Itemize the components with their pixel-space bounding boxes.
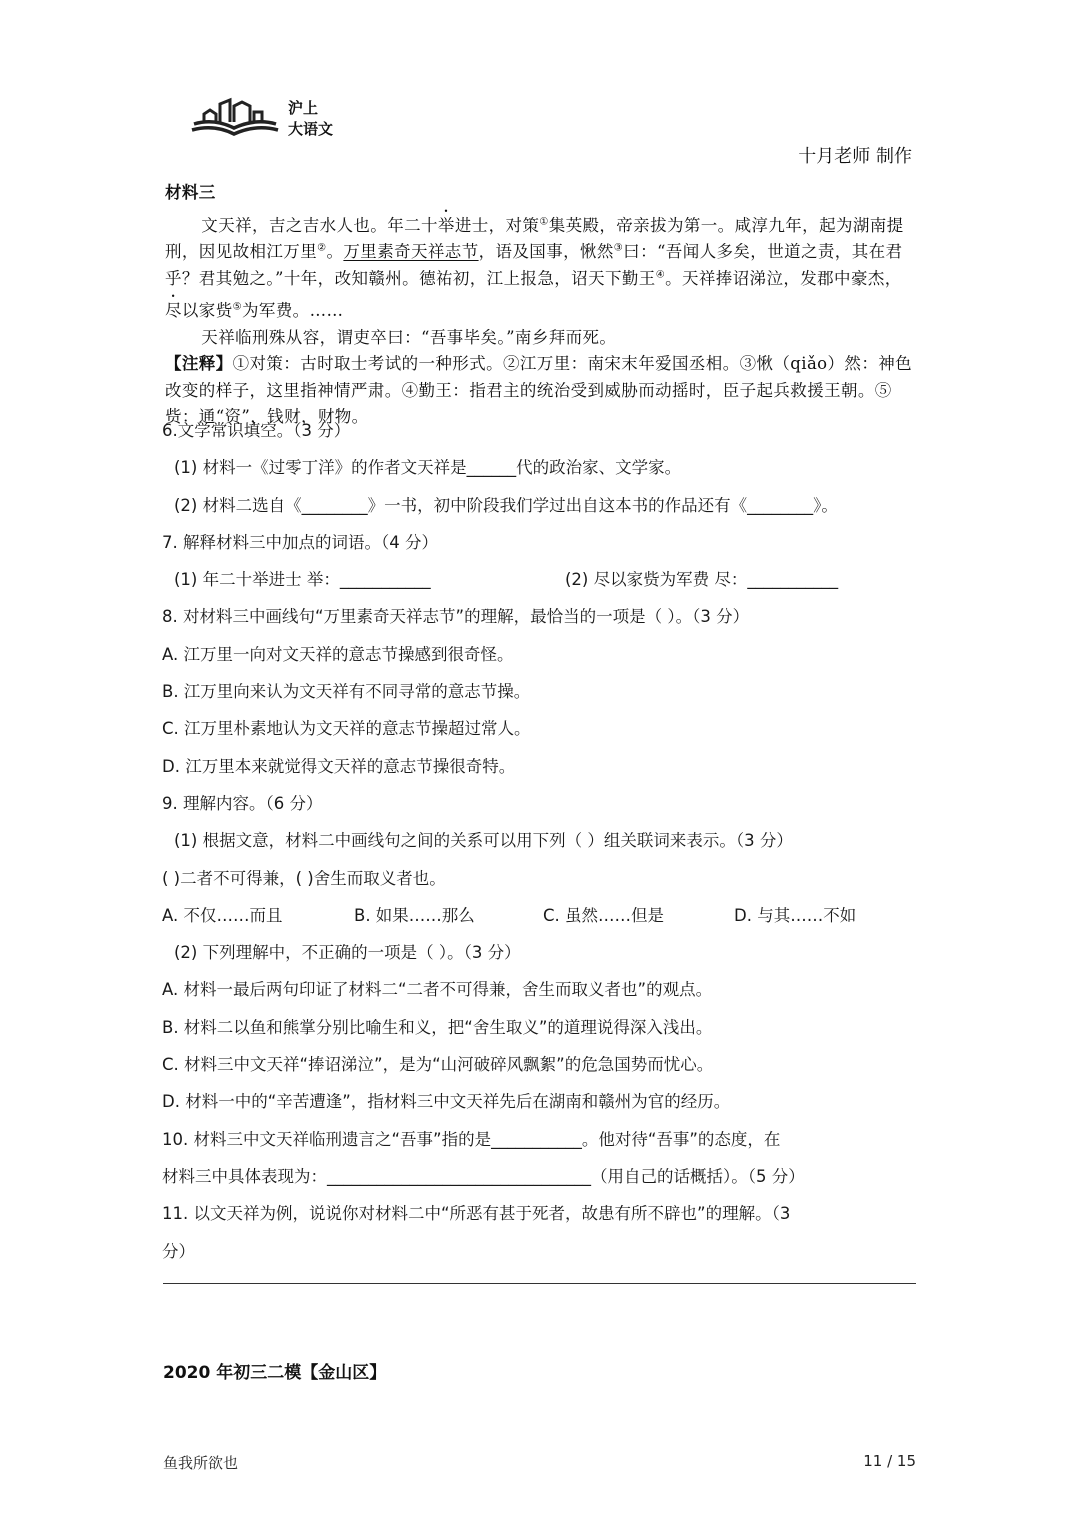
question-9-2-option-a: A. 材料一最后两句印证了材料二“二者不可得兼，舍生而取义者也”的观点。	[162, 980, 713, 1000]
question-8-option-c: C. 江万里朴素地认为文天祥的意志节操超过常人。	[162, 719, 531, 739]
footnote-mark: ④	[655, 269, 666, 280]
logo-line-2: 大语文	[288, 120, 334, 138]
question-9-1-options	[162, 897, 918, 934]
material-title: 材料三	[165, 183, 216, 202]
text: 为军费。……	[241, 301, 344, 320]
question-11-line-2: 分）	[162, 1241, 195, 1261]
option-d: D. 与其……不如	[734, 905, 857, 925]
text: 集英殿，帝亲拔为第一。咸淳九年，起为湖南提刑，因见故相江万里	[165, 215, 904, 261]
question-9: 9. 理解内容。（6 分）	[162, 793, 323, 813]
question-7-2: (2) 尽以家赀为军费 尽：___________	[565, 570, 839, 590]
question-10-line-1: 10. 材料三中文天祥临刑遗言之“吾事”指的是___________。他对待“吾事”的态度，在	[162, 1129, 781, 1149]
footnote-mark: ⑤	[232, 301, 242, 313]
text: 文天祥，吉之吉水人也。年二十	[201, 215, 438, 235]
option-b: B. 如果……那么	[354, 905, 475, 925]
question-7: 7. 解释材料三中加点的词语。（4 分）	[162, 532, 438, 552]
text: 。天祥捧诏涕泣，发郡中豪杰，	[665, 268, 902, 288]
book-city-icon	[190, 96, 282, 142]
section-title: 2020 年初三二模【金山区】	[163, 1363, 387, 1383]
footnote-mark: ②	[317, 242, 327, 254]
questions	[162, 412, 918, 1270]
footer-title: 鱼我所欲也	[163, 1454, 239, 1472]
material-three	[165, 180, 917, 431]
question-11-line-1: 11. 以文天祥为例，说说你对材料二中“所恶有甚于死者，故患有所不辟也”的理解。（3	[162, 1204, 791, 1224]
passage-paragraph-1	[165, 207, 917, 325]
option-c: C. 虽然……但是	[543, 905, 665, 925]
logo-line-1: 沪上	[288, 99, 319, 117]
logo	[190, 96, 350, 146]
annotation-label: 【注释】	[165, 354, 233, 373]
question-9-2: (2) 下列理解中，不正确的一项是（ ）。（3 分）	[174, 943, 521, 963]
question-6: 6.文学常识填空。（3 分）	[162, 421, 351, 440]
question-8-option-b: B. 江万里向来认为文天祥有不同寻常的意志节操。	[162, 682, 531, 702]
question-8-option-d: D. 江万里本来就觉得文天祥的意志节操很奇特。	[162, 756, 516, 776]
dotted-word-ju: 举	[437, 215, 455, 235]
question-9-2-option-d: D. 材料一中的“辛苦遭逢”，指材料三中文天祥先后在湖南和赣州为官的经历。	[162, 1092, 731, 1112]
question-9-2-option-b: B. 材料二以鱼和熊掌分别比喻生和义，把“舍生取义”的道理说得深入浅出。	[162, 1017, 713, 1037]
text: 进士，对策	[454, 215, 540, 235]
page-number: 11 / 15	[863, 1452, 916, 1470]
logo-text	[288, 98, 333, 140]
text: 曰：“吾闻人多矣，世道之责，其在君乎？君其勉之。”十年，改知赣州。德祐初，江上报急，诏天下勤王	[165, 242, 903, 288]
question-9-2-option-c: C. 材料三中文天祥“捧诏涕泣”，是为“山河破碎风飘絮”的危急国势而忧心。	[162, 1055, 714, 1075]
question-7-row	[162, 561, 918, 598]
question-8-option-a: A. 江万里一向对文天祥的意志节操感到很奇怪。	[162, 644, 514, 664]
text: 以家赀	[181, 301, 233, 320]
question-9-1: (1) 根据文意，材料二中画线句之间的关系可以用下列（ ）组关联词来表示。（3 分）	[174, 831, 793, 851]
footnote-mark: ③	[613, 242, 624, 254]
question-9-1-fill-line: ( )二者不可得兼，( )舍生而取义者也。	[162, 868, 446, 888]
footnote-mark: ①	[539, 216, 549, 227]
underlined-sentence: 万里素奇天祥志节	[343, 242, 479, 261]
passage-paragraph-2: 天祥临刑殊从容，谓吏卒曰：“吾事毕矣。”南乡拜而死。	[201, 327, 617, 347]
question-7-1: (1) 年二十举进士 举：___________	[174, 570, 431, 590]
answer-line	[163, 1283, 916, 1284]
question-8: 8. 对材料三中画线句“万里素奇天祥志节”的理解，最恰当的一项是（ ）。（3 分）	[162, 607, 750, 627]
question-6-2: (2) 材料二选自《________》一书，初中阶段我们学过出自这本书的作品还有《________》。	[174, 495, 838, 515]
question-10-line-2: 材料三中具体表现为：________________________________（用自己的话概括）。（5 分）	[162, 1166, 805, 1186]
option-a: A. 不仅……而且	[162, 905, 283, 925]
author-credit: 十月老师 制作	[798, 146, 912, 167]
question-6-1: (1) 材料一《过零丁洋》的作者文天祥是______代的政治家、文学家。	[174, 458, 682, 478]
annotation-text: ①对策：古时取士考试的一种形式。②江万里：南宋末年爱国丞相。③愀（qiǎo）然：神色改变的样子，这里指神情严肃。④勤王：指君主的统治受到威胁而动摇时，臣子起兵救援王朝。⑤赀：通“资”，钱财，财物。	[165, 354, 913, 426]
text: ，语及国事，愀然	[478, 242, 614, 261]
dotted-word-jin: 尽	[165, 301, 182, 320]
text: 。	[326, 242, 344, 261]
